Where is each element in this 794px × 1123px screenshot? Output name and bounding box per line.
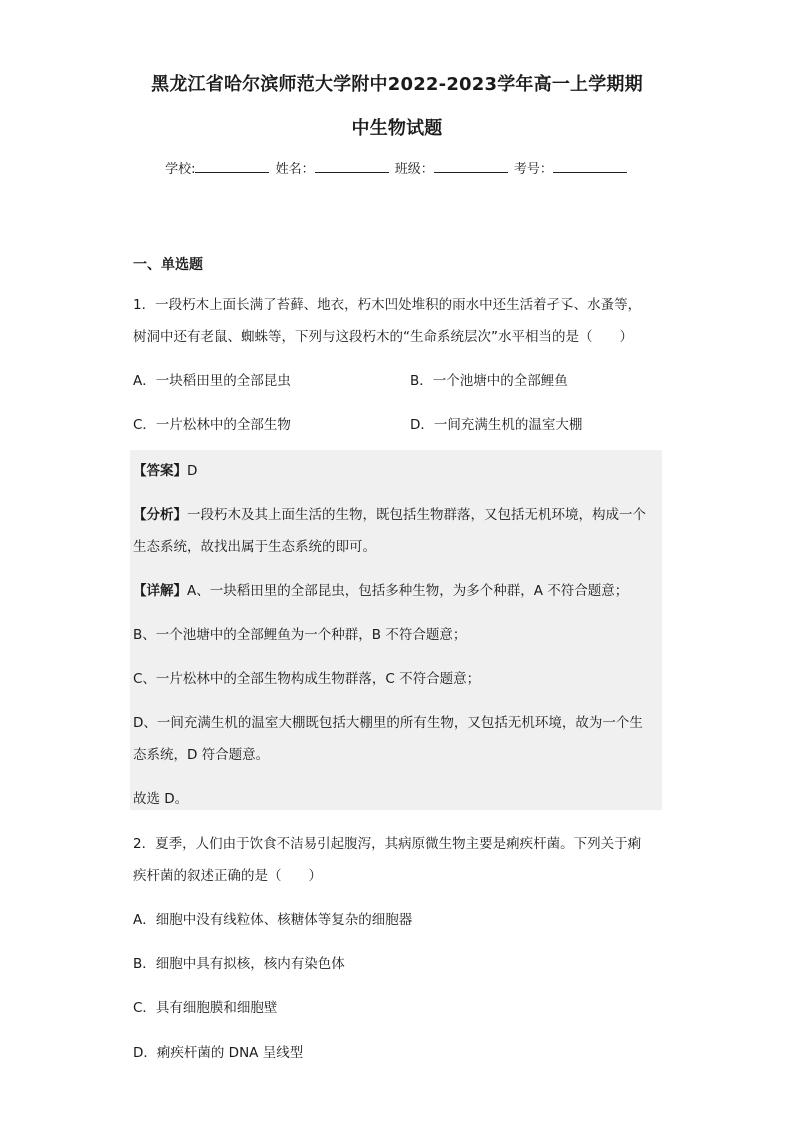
section-heading: 一、单选题 [133, 257, 203, 273]
q2-stem-line-1: 2．夏季，人们由于饮食不洁易引起腹泻，其病原微生物主要是痢疾杆菌。下列关于痢 [133, 836, 642, 852]
exam-number-label: 考号： [513, 162, 553, 177]
name-blank[interactable] [315, 160, 389, 173]
q1-detail-c: C、一片松林中的全部生物构成生物群落，C 不符合题意； [133, 671, 481, 687]
q1-conclusion: 故选 D。 [133, 791, 189, 807]
detail-a-text: A、一块稻田里的全部昆虫，包括多种生物，为多个种群，A 不符合题意； [187, 583, 629, 599]
q1-detail-d-line-2: 态系统，D 符合题意。 [133, 747, 270, 763]
q1-detail-b: B、一个池塘中的全部鲤鱼为一个种群，B 不符合题意； [133, 627, 467, 643]
name-label: 姓名： [275, 162, 315, 177]
class-blank[interactable] [434, 160, 508, 173]
school-label: 学校: [165, 162, 196, 177]
q2-option-b[interactable]: B．细胞中具有拟核，核内有染色体 [133, 956, 345, 972]
exam-title-line-2: 中生物试题 [351, 118, 443, 139]
answer-value: D [187, 463, 198, 479]
q1-analysis-line-2: 生态系统，故找出属于生态系统的即可。 [133, 539, 376, 555]
answer-tag: 【答案】 [133, 463, 187, 479]
q1-detail-d-line-1: D、一间充满生机的温室大棚既包括大棚里的所有生物，又包括无机环境，故为一个生 [133, 715, 643, 731]
exam-number-blank[interactable] [553, 160, 627, 173]
q1-stem-line-1: 1．一段朽木上面长满了苔藓、地衣，朽木凹处堆积的雨水中还生活着孑孓、水蚤等， [133, 297, 642, 313]
q1-option-b[interactable]: B．一个池塘中的全部鲤鱼 [410, 373, 568, 389]
q2-stem-line-2: 疾杆菌的叙述正确的是（ ） [133, 868, 322, 884]
class-label: 班级： [394, 162, 434, 177]
student-info-line [0, 158, 794, 177]
q1-option-a[interactable]: A．一块稻田里的全部昆虫 [133, 373, 291, 389]
exam-title-line-1: 黑龙江省哈尔滨师范大学附中2022-2023学年高一上学期期 [151, 74, 643, 95]
q1-answer [133, 459, 197, 479]
q1-detail-a [133, 579, 628, 599]
q1-stem-line-2: 树洞中还有老鼠、蜘蛛等，下列与这段朽木的“生命系统层次”水平相当的是（ ） [133, 329, 633, 345]
q1-analysis-line-1 [133, 503, 646, 523]
q2-option-c[interactable]: C．具有细胞膜和细胞壁 [133, 1000, 278, 1016]
school-blank[interactable] [195, 160, 269, 173]
analysis-tag: 【分析】 [133, 507, 187, 523]
q1-option-d[interactable]: D．一间充满生机的温室大棚 [410, 417, 583, 433]
q2-option-a[interactable]: A．细胞中没有线粒体、核糖体等复杂的细胞器 [133, 912, 413, 928]
q2-option-d[interactable]: D．痢疾杆菌的 DNA 呈线型 [133, 1045, 304, 1061]
detail-tag: 【详解】 [133, 583, 187, 599]
q1-option-c[interactable]: C．一片松林中的全部生物 [133, 417, 291, 433]
analysis-text-1: 一段朽木及其上面生活的生物，既包括生物群落，又包括无机环境，构成一个 [187, 507, 646, 523]
